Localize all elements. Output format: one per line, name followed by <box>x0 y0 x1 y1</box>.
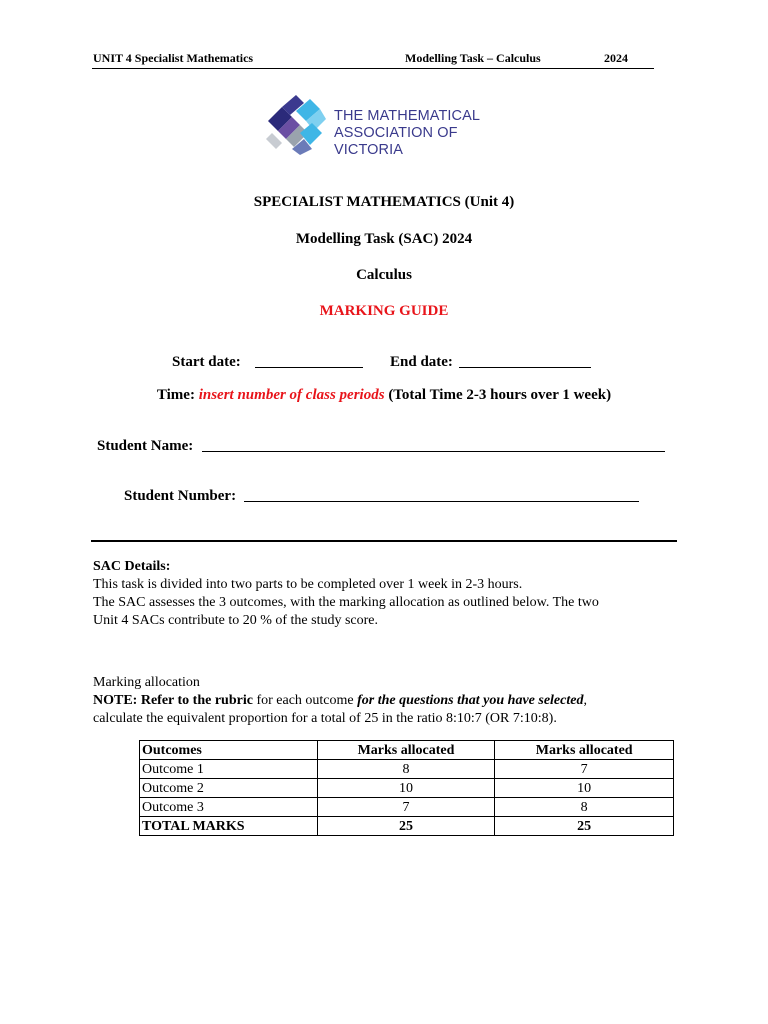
table-total-row: TOTAL MARKS 25 25 <box>140 817 674 836</box>
header-year: 2024 <box>604 51 628 65</box>
mav-logo-icon <box>262 93 328 157</box>
allocation-heading: Marking allocation <box>93 675 200 690</box>
total-time: (Total Time 2-3 hours over 1 week) <box>388 387 612 403</box>
allocation-note: NOTE: Refer to the rubric for each outcome for the questions that you have selected, <box>93 693 587 708</box>
marks-table <box>139 740 674 836</box>
mav-logo <box>262 93 504 157</box>
student-number-label: Student Number: <box>124 488 237 504</box>
sac-line-2: The SAC assesses the 3 outcomes, with the marking allocation as outlined below. The two <box>93 595 599 610</box>
header-unit: UNIT 4 Specialist Mathematics <box>93 51 254 65</box>
sac-heading: SAC Details: <box>93 559 171 574</box>
course-title: SPECIALIST MATHEMATICS (Unit 4) <box>253 194 515 210</box>
header-outcomes: Outcomes <box>140 741 318 760</box>
start-date-label: Start date: <box>172 354 241 370</box>
table-row: Outcome 2 10 10 <box>140 779 674 798</box>
time-label: Time: <box>156 387 195 403</box>
marking-allocation <box>93 674 693 728</box>
header-marks-2: Marks allocated <box>495 741 674 760</box>
header-marks-1: Marks allocated <box>317 741 495 760</box>
time-line <box>0 387 768 404</box>
task-title: Modelling Task (SAC) 2024 <box>295 231 473 247</box>
student-name-label: Student Name: <box>97 438 194 454</box>
class-periods-placeholder: insert number of class periods <box>198 387 385 403</box>
marking-guide-title: MARKING GUIDE <box>319 303 449 319</box>
end-date-label: End date: <box>390 354 453 370</box>
header-task: Modelling Task – Calculus <box>405 51 541 65</box>
student-number-field[interactable] <box>244 489 639 507</box>
sac-line-3: Unit 4 SACs contribute to 20 % of the study score. <box>93 613 379 628</box>
mav-logo-text: THE MATHEMATICAL ASSOCIATION OF VICTORIA <box>334 108 481 158</box>
topic-title: Calculus <box>356 267 412 283</box>
student-name-field[interactable] <box>202 439 665 457</box>
table-row: Outcome 1 8 7 <box>140 760 674 779</box>
table-row: Outcome 3 7 8 <box>140 798 674 817</box>
sac-details <box>93 558 693 630</box>
sac-line-1: This task is divided into two parts to be completed over 1 week in 2-3 hours. <box>93 577 523 592</box>
allocation-line-2: calculate the equivalent proportion for a total of 25 in the ratio 8:10:7 (OR 7:10:8). <box>93 711 557 726</box>
end-date-field[interactable] <box>459 355 591 373</box>
section-divider <box>91 540 677 542</box>
table-header-row <box>140 741 674 760</box>
header-divider <box>92 68 654 69</box>
start-date-field[interactable] <box>255 355 363 373</box>
